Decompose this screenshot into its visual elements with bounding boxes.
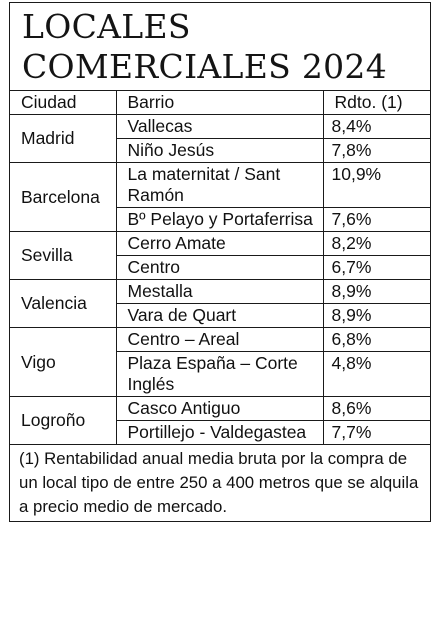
- barrio-cell: Plaza España – Corte Inglés: [116, 352, 323, 397]
- table-row: [10, 163, 430, 208]
- header-barrio: Barrio: [116, 91, 323, 115]
- rdto-cell: 8,9%: [323, 280, 430, 304]
- barrio-cell: Portillejo - Valdegastea: [116, 421, 323, 445]
- footnote: (1) Rentabilidad anual media bruta por la compra de un local tipo de entre 250 a 400 metros que se alquila a precio medio de mercado.: [10, 444, 430, 521]
- barrio-cell: Centro: [116, 256, 323, 280]
- city-cell: Logroño: [10, 397, 116, 445]
- barrio-cell: Vara de Quart: [116, 304, 323, 328]
- rdto-cell: 8,9%: [323, 304, 430, 328]
- barrio-cell: Niño Jesús: [116, 139, 323, 163]
- city-cell: Valencia: [10, 280, 116, 328]
- rdto-cell: 6,8%: [323, 328, 430, 352]
- locales-comerciales-card: [9, 2, 431, 522]
- rdto-cell: 10,9%: [323, 163, 430, 208]
- city-cell: Barcelona: [10, 163, 116, 232]
- rdto-cell: 7,6%: [323, 208, 430, 232]
- city-cell: Madrid: [10, 115, 116, 163]
- rdto-cell: 6,7%: [323, 256, 430, 280]
- header-ciudad: Ciudad: [10, 91, 116, 115]
- table-header-row: [10, 91, 430, 115]
- table-row: [10, 280, 430, 304]
- rdto-cell: 7,7%: [323, 421, 430, 445]
- city-cell: Sevilla: [10, 232, 116, 280]
- title-line-1: LOCALES: [22, 7, 191, 46]
- rdto-cell: 8,4%: [323, 115, 430, 139]
- rdto-cell: 7,8%: [323, 139, 430, 163]
- table-row: [10, 115, 430, 139]
- barrio-cell: Cerro Amate: [116, 232, 323, 256]
- barrio-cell: Vallecas: [116, 115, 323, 139]
- barrio-cell: Bº Pelayo y Portaferrisa: [116, 208, 323, 232]
- barrio-cell: Centro – Areal: [116, 328, 323, 352]
- city-cell: Vigo: [10, 328, 116, 397]
- table-row: [10, 232, 430, 256]
- title-line-2: COMERCIALES 2024: [22, 47, 388, 86]
- header-rdto: Rdto. (1): [323, 91, 430, 115]
- table-row: [10, 397, 430, 421]
- yield-table: [10, 91, 430, 445]
- barrio-cell: Casco Antiguo: [116, 397, 323, 421]
- rdto-cell: 8,2%: [323, 232, 430, 256]
- barrio-cell: La maternitat / Sant Ramón: [116, 163, 323, 208]
- rdto-cell: 8,6%: [323, 397, 430, 421]
- table-row: [10, 328, 430, 352]
- barrio-cell: Mestalla: [116, 280, 323, 304]
- page-title: [10, 3, 430, 91]
- rdto-cell: 4,8%: [323, 352, 430, 397]
